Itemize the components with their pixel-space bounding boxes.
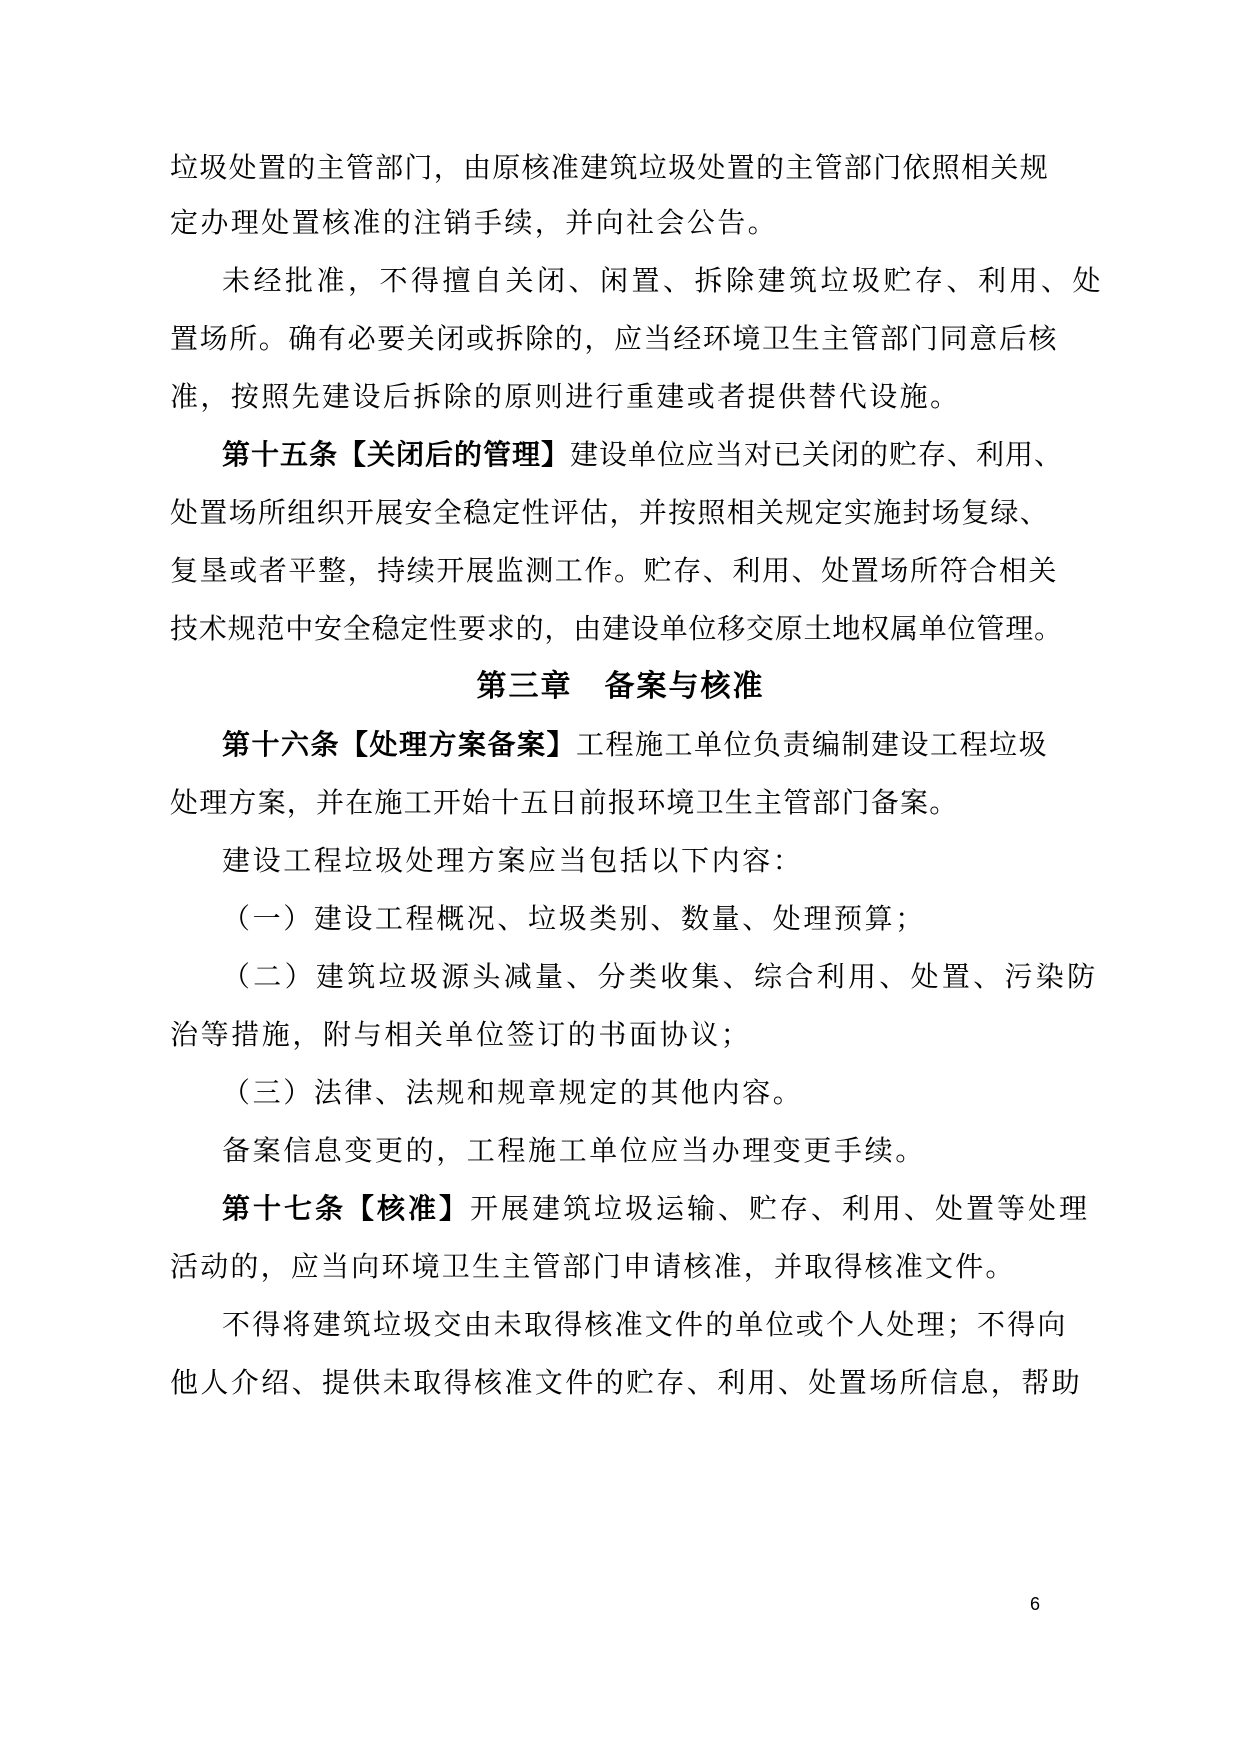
text-line: 未经批准，不得擅自关闭、闲置、拆除建筑垃圾贮存、利用、处 <box>222 264 1105 297</box>
text-line: 垃圾处置的主管部门，由原核准建筑垃圾处置的主管部门依照相关规 <box>170 151 1050 184</box>
article-16-first-line: 第十六条【处理方案备案】工程施工单位负责编制建设工程垃圾 <box>222 728 1049 761</box>
article-17-first-line: 第十七条【核准】开展建筑垃圾运输、贮存、利用、处置等处理 <box>222 1192 1091 1225</box>
list-item: （二）建筑垃圾源头减量、分类收集、综合利用、处置、污染防 <box>222 960 1099 993</box>
page-number: 6 <box>1030 1594 1041 1614</box>
text-line: 定办理处置核准的注销手续，并向社会公告。 <box>170 206 779 239</box>
text-line: 处理方案，并在施工开始十五日前报环境卫生主管部门备案。 <box>170 786 959 819</box>
article-heading: 第十五条【关闭后的管理】 <box>222 438 571 471</box>
text-line: 建设工程垃圾处理方案应当包括以下内容： <box>222 844 804 877</box>
list-item: （一）建设工程概况、垃圾类别、数量、处理预算； <box>222 902 926 935</box>
text-line: 活动的，应当向环境卫生主管部门申请核准，并取得核准文件。 <box>170 1250 1016 1283</box>
text-line: 他人介绍、提供未取得核准文件的贮存、利用、处置场所信息，帮助 <box>170 1366 1083 1399</box>
text-line: 准，按照先建设后拆除的原则进行重建或者提供替代设施。 <box>170 380 961 413</box>
chapter-heading: 第三章 备案与核准 <box>476 669 765 704</box>
text-line: 处置场所组织开展安全稳定性评估，并按照相关规定实施封场复绿、 <box>170 496 1050 529</box>
list-item: （三）法律、法规和规章规定的其他内容。 <box>222 1076 804 1109</box>
article-15-first-line: 第十五条【关闭后的管理】建设单位应当对已关闭的贮存、利用、 <box>222 438 1064 471</box>
text-line: 置场所。确有必要关闭或拆除的，应当经环境卫生主管部门同意后核 <box>170 322 1059 355</box>
text-line: 不得将建筑垃圾交由未取得核准文件的单位或个人处理；不得向 <box>222 1308 1068 1341</box>
text-line: 治等措施，附与相关单位签订的书面协议； <box>170 1018 752 1051</box>
text-line: 技术规范中安全稳定性要求的，由建设单位移交原土地权属单位管理。 <box>170 612 1063 645</box>
text-line: 复垦或者平整，持续开展监测工作。贮存、利用、处置场所符合相关 <box>170 554 1059 587</box>
text-line: 备案信息变更的，工程施工单位应当办理变更手续。 <box>222 1134 926 1167</box>
article-heading: 第十六条【处理方案备案】 <box>222 728 577 761</box>
article-heading: 第十七条【核准】 <box>222 1192 471 1225</box>
